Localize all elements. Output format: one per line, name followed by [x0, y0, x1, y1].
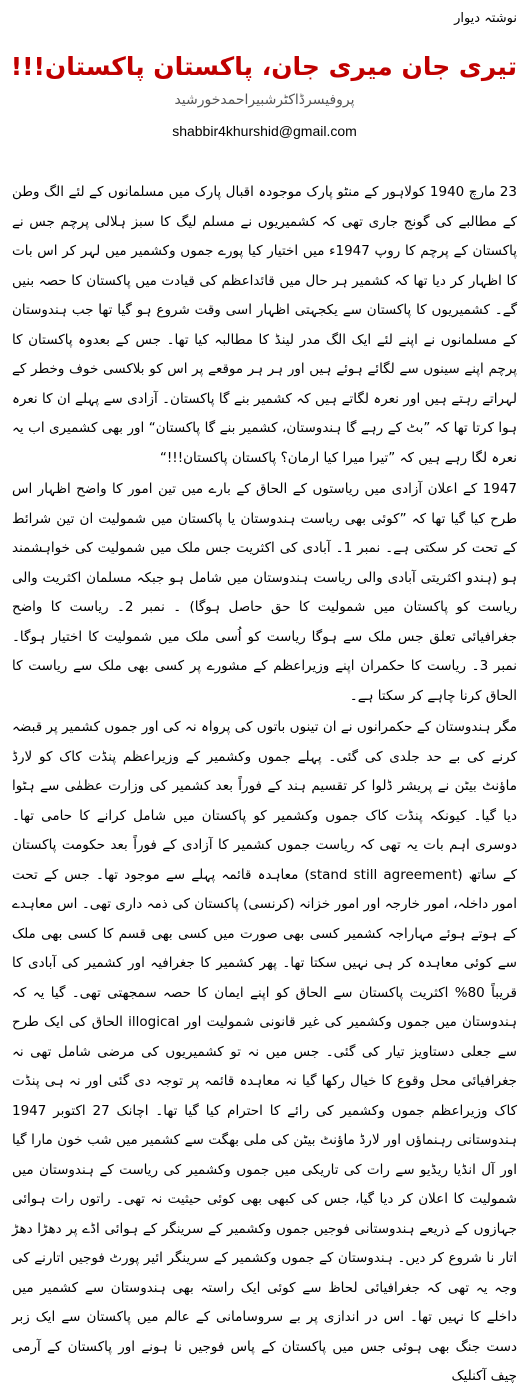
paragraph-2: 1947 کے اعلان آزادی میں ریاستوں کے الحاق کے بارے میں تین امور کا واضح اظہار اس طرح کیا گیا تھا کہ ”کوئی بھی ریاست ہندوستان یا پاکستان میں شمولیت ان تین شرائط کے تحت کر سکتی ہے۔ نمبر 1۔ آبادی کی اکثریت جس ملک میں شمولیت کی خواہشمند ہو (ہندو اکثریتی آبادی والی ریاست ہندوستان میں شامل ہو جبکہ مسلمان اکثریت والی ریاست کو پاکستان میں شمولیت کا حق حاصل ہوگا) ۔ نمبر 2۔ ریاست کا واضح جغرافیائی تعلق جس ملک سے ہوگا ریاست کو اُسی ملک میں شمولیت کا اختیار ہوگا۔ نمبر 3۔ ریاست کا حکمران اپنے وزیراعظم کے مشورے پر کسی بھی ملک سے ریاست کا الحاق کرنا چاہے کر سکتا ہے۔ — [12, 481, 517, 704]
paragraph-3: مگر ہندوستان کے حکمرانوں نے ان تینوں باتوں کی پرواہ نہ کی اور جموں کشمیر پر قبضہ کرنے کی بے حد جلدی کی گئی۔ پہلے جموں وکشمیر کے وزیراعظم پنڈت کاک کو لارڈ ماؤنٹ بیٹن نے پریشر ڈلوا کر تقسیم ہند کے فوراً بعد کشمیر کی وزارت عظمٰی سے ہٹوا دیا گیا۔ کیونکہ پنڈت کاک جموں وکشمیر کو پاکستان میں شامل کرانے کا حامی تھا۔ دوسری اہم بات یہ تھی کہ ریاست جموں کشمیر کا آزادی کے فوراً بعد حکومت پاکستان کے ساتھ (stand still agreement) معاہدہ قائمہ پہلے سے موجود تھا۔ جس کے تحت امور داخلہ، امور خارجہ اور امور خزانہ (کرنسی) پاکستان کی ذمہ داری تھی۔ اس معاہدے کے ہوتے ہوئے مہاراجہ کشمیر کسی بھی صورت میں کسی بھی قسم کا کسی بھی ملک سے کوئی معاہدہ کر ہی نہیں سکتا تھا۔ پھر کشمیر کا جغرافیہ اور کشمیر کی آبادی کا قریباً 80% اکثریت پاکستان سے الحاق کو اپنے ایمان کا حصہ سمجھتی تھی۔ گیا یہ کہ ہندوستان میں جموں وکشمیر کی غیر قانونی شمولیت اور illogical الحاق کی ایک طرح سے جعلی دستاویز تیار کی گئی۔ جس میں نہ تو کشمیریوں کی مرضی شامل تھی نہ جغرافیائی محل وقوع کا خیال رکھا گیا نہ معاہدہ قائمہ پر توجہ دی گئی اور نہ ہی پنڈت کاک وزیراعظم جموں وکشمیر کی رائے کا احترام کیا گیا تھا۔ اچانک 27 اکتوبر 1947 ہندوستانی رہنماؤں اور لارڈ ماؤنٹ بیٹن کی ملی بھگت سے کشمیر میں شب خون مارا گیا اور آل انڈیا ریڈیو سے رات کی تاریکی میں جموں وکشمیر کی ریاست کے ہندوستان میں شمولیت کا اعلان کر دیا گیا، جس کی کبھی بھی کوئی حیثیت نہ تھی۔ راتوں رات ہوائی جہازوں کے ذریعے ہندوستانی فوجیں جموں وکشمیر کے سرینگر کے ہوائی اڈے پر دھڑا دھڑ اتار نا شروع کر دیں۔ ہندوستان کے جموں وکشمیر کے سرینگر ائیر پورٹ فوجیں اتارنے کی وجہ یہ تھی کہ جغرافیائی لحاظ سے کوئی ایک راستہ بھی ہندوستان سے کشمیر میں داخلے کا نہیں تھا۔ اس در اندازی پر بے سروسامانی کے عالم میں پاکستان سے ایک زبر دست جنگ بھی ہوئی جس میں پاکستان کے پاس فوجیں نا ہونے اور پاکستان کے آرمی چیف آکنلیک — [12, 719, 518, 1384]
article-body — [12, 178, 517, 1392]
author-name: پروفیسرڈاکٹرشبیراحمدخورشید — [174, 92, 355, 108]
article-title: تیری جان میری جان، پاکستان پاکستان!!! — [10, 52, 517, 81]
column-name: نوشتہ دیوار — [454, 11, 517, 26]
author-email: shabbir4khurshid@gmail.com — [172, 123, 357, 139]
paragraph-1: 23 مارچ 1940 کولاہور کے منٹو پارک موجودہ اقبال پارک میں مسلمانوں کے لئے الگ وطن کے مطالبے کی گونج جاری تھی کہ کشمیریوں نے مسلم لیگ کا سبز ہلالی پرچم جس نے پاکستان کے پرچم کا روپ 1947ء میں اختیار کیا پورے جموں وکشمیر میں لہر کر اس بات کا اظہار کر دیا تھا کہ کشمیر ہر حال میں قائداعظم کی قیادت میں پاکستان کا حصہ بنیں گے۔ کشمیریوں کا پاکستان سے یکجہتی اظہار اسی وقت شروع ہو گیا تھا جب ہندوستان کے مسلمانوں نے اپنے لئے ایک الگ مدر لینڈ کا مطالبہ کیا تھا۔ جس کے بعدوہ پاکستان کا پرچم اپنے سینوں سے لگائے ہوئے ہیں اور ہر ہر موقعے پر اس کو بلاکسی خوف وخطر کے لہراتے رہتے ہیں اور نعرہ لگاتے ہیں کہ کشمیر بنے گا پاکستان۔ آزادی سے پہلے ان کا نعرہ ہوا کرتا تھا کہ ”بٹ کے رہے گا ہندوستان، کشمیر بنے گا پاکستان“ اور بھی کشمیری اب یہ نعرہ لگا رہے ہیں کہ ”تیرا میرا کیا ارمان؟ پاکستان پاکستان!!!“ — [12, 184, 517, 466]
